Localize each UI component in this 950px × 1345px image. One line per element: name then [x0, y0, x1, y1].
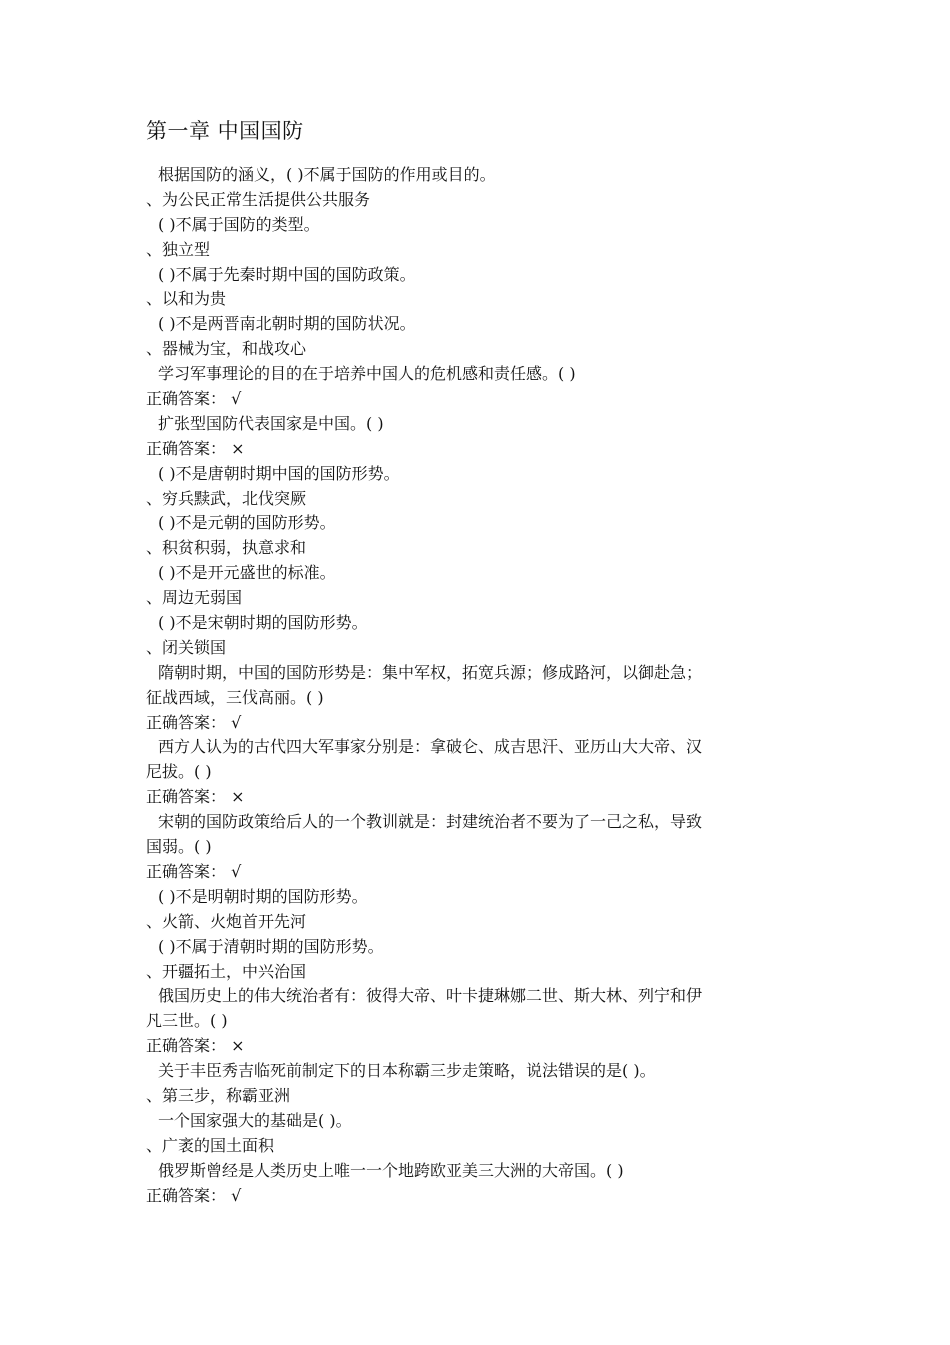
question-line: ( )不属于先秦时期中国的国防政策。 — [158, 264, 416, 284]
question-line: 学习军事理论的目的在于培养中国人的危机感和责任感。( ) — [158, 364, 576, 384]
question-line: ( )不属于国防的类型。 — [158, 214, 320, 234]
question-line: ( )不是开元盛世的标准。 — [158, 563, 336, 583]
answer-line: 正确答案： × — [146, 438, 245, 458]
question-line: 俄国历史上的伟大统治者有：彼得大帝、叶卡捷琳娜二世、斯大林、列宁和伊 — [158, 986, 703, 1006]
option-line: 、积贫积弱，执意求和 — [146, 538, 307, 558]
option-line: 尼拔。( ) — [146, 762, 212, 782]
option-line: 、周边无弱国 — [146, 588, 243, 608]
option-line: 、第三步，称霸亚洲 — [146, 1085, 291, 1105]
document-title: 第一章 中国国防 — [146, 119, 304, 143]
answer-line: 正确答案： √ — [146, 389, 242, 409]
question-line: ( )不属于清朝时期的国防形势。 — [158, 936, 384, 956]
option-line: 凡三世。( ) — [146, 1011, 228, 1031]
answer-line: 正确答案： √ — [146, 712, 242, 732]
question-line: ( )不是唐朝时期中国的国防形势。 — [158, 463, 400, 483]
option-line: 、独立型 — [146, 239, 211, 259]
answer-line: 正确答案： √ — [146, 1185, 242, 1205]
option-line: 、火箭、火炮首开先河 — [146, 911, 307, 931]
question-line: 隋朝时期，中国的国防形势是：集中军权，拓宽兵源；修成路河，以御赴急； — [158, 662, 703, 682]
answer-line: 正确答案： √ — [146, 861, 242, 881]
question-line: ( )不是两晋南北朝时期的国防状况。 — [158, 314, 416, 334]
option-line: 、闭关锁国 — [146, 637, 227, 657]
question-line: ( )不是明朝时期的国防形势。 — [158, 886, 368, 906]
option-line: 、穷兵黩武，北伐突厥 — [146, 488, 307, 508]
question-line: 一个国家强大的基础是( )。 — [158, 1110, 352, 1130]
question-line: 根据国防的涵义，( )不属于国防的作用或目的。 — [158, 165, 496, 184]
question-line: 关于丰臣秀吉临死前制定下的日本称霸三步走策略，说法错误的是( )。 — [158, 1061, 656, 1081]
option-line: 、广袤的国土面积 — [146, 1135, 275, 1155]
option-line: 、以和为贵 — [146, 289, 227, 309]
document-body — [146, 163, 816, 1208]
question-line: 俄罗斯曾经是人类历史上唯一一个地跨欧亚美三大洲的大帝国。( ) — [158, 1160, 624, 1180]
answer-line: 正确答案： × — [146, 1036, 245, 1056]
option-line: 、为公民正常生活提供公共服务 — [146, 189, 371, 209]
option-line: 、器械为宝，和战攻心 — [146, 339, 307, 359]
question-line: 宋朝的国防政策给后人的一个教训就是：封建统治者不要为了一己之私，导致 — [158, 812, 703, 832]
question-line: ( )不是元朝的国防形势。 — [158, 513, 336, 533]
option-line: 、开疆拓土，中兴治国 — [146, 961, 307, 981]
question-line: 扩张型国防代表国家是中国。( ) — [158, 413, 384, 433]
option-line: 征战西域，三伐高丽。( ) — [146, 687, 324, 707]
option-line: 国弱。( ) — [146, 837, 212, 857]
question-line: 西方人认为的古代四大军事家分别是：拿破仑、成吉思汗、亚历山大大帝、汉 — [158, 737, 703, 757]
question-line: ( )不是宋朝时期的国防形势。 — [158, 613, 368, 633]
answer-line: 正确答案： × — [146, 787, 245, 807]
